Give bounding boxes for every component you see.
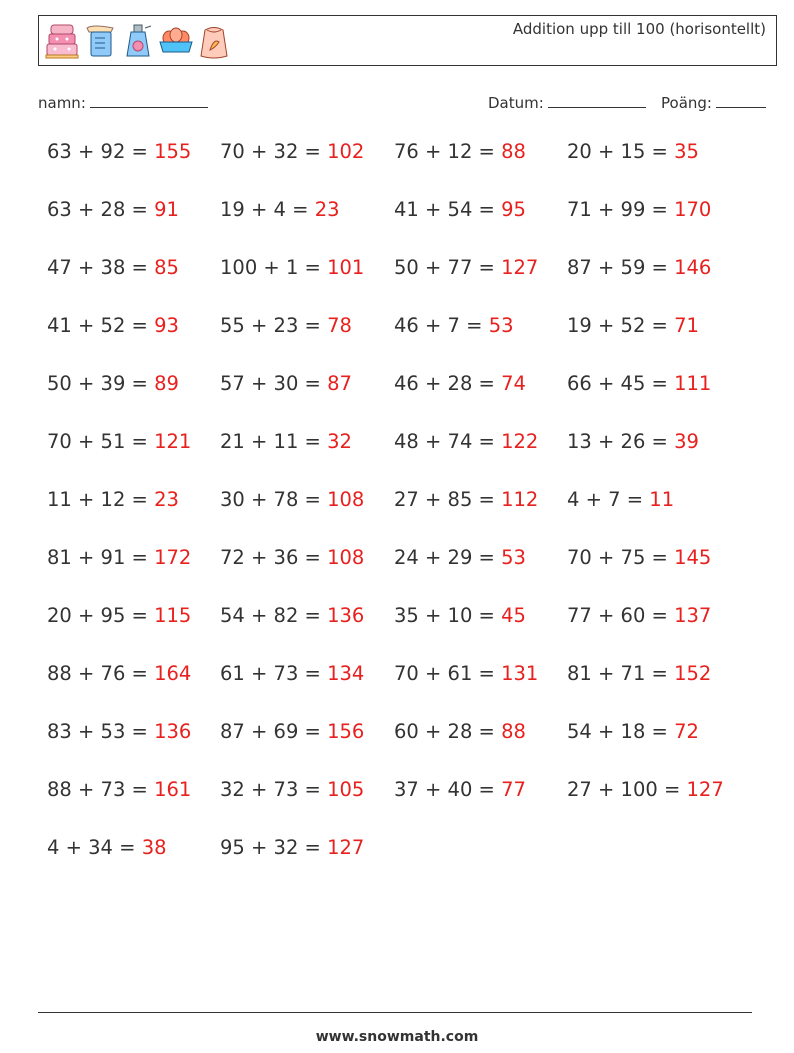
problem-expression: 37 + 40 = <box>394 778 502 801</box>
problem-answer: 89 <box>154 372 179 395</box>
problem-expression: 63 + 92 = <box>47 140 155 163</box>
problem-cell <box>394 256 538 279</box>
problem-expression: 48 + 74 = <box>394 430 502 453</box>
problem-answer: 88 <box>501 140 526 163</box>
name-label: namn: <box>38 94 86 112</box>
problem-expression: 70 + 61 = <box>394 662 502 685</box>
problem-cell <box>47 720 191 743</box>
problem-answer: 137 <box>674 604 712 627</box>
problem-answer: 136 <box>327 604 365 627</box>
problem-cell <box>220 546 364 569</box>
problem-cell <box>567 372 711 395</box>
problem-expression: 46 + 7 = <box>394 314 489 337</box>
problem-answer: 170 <box>674 198 712 221</box>
problem-answer: 161 <box>154 778 192 801</box>
problem-answer: 23 <box>154 488 179 511</box>
problem-cell <box>567 198 711 221</box>
problem-cell <box>394 662 538 685</box>
problem-answer: 102 <box>327 140 365 163</box>
problem-answer: 145 <box>674 546 712 569</box>
problem-answer: 38 <box>141 836 167 859</box>
problem-expression: 54 + 82 = <box>220 604 328 627</box>
problem-expression: 83 + 53 = <box>47 720 155 743</box>
problem-expression: 77 + 60 = <box>567 604 675 627</box>
footer-url[interactable]: www.snowmath.com <box>315 1029 479 1045</box>
problem-cell <box>394 488 538 511</box>
problem-answer: 156 <box>327 720 365 743</box>
problem-expression: 24 + 29 = <box>394 546 502 569</box>
date-blank[interactable] <box>548 93 646 108</box>
problem-cell <box>220 256 364 279</box>
problem-expression: 76 + 12 = <box>394 140 502 163</box>
problem-answer: 105 <box>327 778 365 801</box>
problem-expression: 35 + 10 = <box>394 604 502 627</box>
problem-cell <box>47 836 167 859</box>
problem-cell <box>220 140 364 163</box>
problem-answer: 74 <box>501 372 526 395</box>
problem-answer: 53 <box>501 546 526 569</box>
problem-cell <box>47 546 191 569</box>
problem-answer: 35 <box>674 140 699 163</box>
problem-cell <box>220 372 352 395</box>
problem-answer: 85 <box>154 256 179 279</box>
problem-cell <box>47 488 179 511</box>
problem-cell <box>220 198 340 221</box>
problem-answer: 146 <box>674 256 712 279</box>
problem-expression: 57 + 30 = <box>220 372 328 395</box>
problem-expression: 30 + 78 = <box>220 488 328 511</box>
problem-cell <box>567 430 699 453</box>
problem-cell <box>394 430 538 453</box>
problem-expression: 71 + 99 = <box>567 198 675 221</box>
problem-expression: 47 + 38 = <box>47 256 155 279</box>
problem-answer: 121 <box>154 430 192 453</box>
problem-expression: 27 + 100 = <box>567 778 687 801</box>
problem-expression: 81 + 71 = <box>567 662 675 685</box>
problem-expression: 46 + 28 = <box>394 372 502 395</box>
problem-answer: 127 <box>686 778 724 801</box>
problem-answer: 95 <box>501 198 526 221</box>
problem-cell <box>47 430 191 453</box>
problem-cell <box>567 604 711 627</box>
problem-answer: 108 <box>327 546 365 569</box>
perfume-bottle-icon <box>121 22 155 60</box>
problem-cell <box>47 256 179 279</box>
date-field[interactable] <box>488 93 646 112</box>
problem-expression: 95 + 32 = <box>220 836 328 859</box>
problem-expression: 72 + 36 = <box>220 546 328 569</box>
problem-expression: 87 + 69 = <box>220 720 328 743</box>
problem-answer: 136 <box>154 720 192 743</box>
problem-cell <box>394 140 526 163</box>
problem-cell <box>47 662 191 685</box>
problem-cell <box>567 488 674 511</box>
problem-cell <box>47 314 179 337</box>
header-icons <box>45 22 231 60</box>
problem-cell <box>220 836 364 859</box>
problem-answer: 127 <box>327 836 365 859</box>
problem-expression: 87 + 59 = <box>567 256 675 279</box>
problem-expression: 88 + 73 = <box>47 778 155 801</box>
problem-answer: 88 <box>501 720 526 743</box>
problem-expression: 27 + 85 = <box>394 488 502 511</box>
problem-answer: 134 <box>327 662 365 685</box>
problem-answer: 11 <box>649 488 675 511</box>
problem-cell <box>394 546 526 569</box>
problem-cell <box>394 604 526 627</box>
problem-cell <box>567 720 699 743</box>
problem-expression: 54 + 18 = <box>567 720 675 743</box>
problem-answer: 87 <box>327 372 352 395</box>
score-blank[interactable] <box>716 93 766 108</box>
problem-cell <box>394 372 526 395</box>
problem-cell <box>220 430 352 453</box>
problem-expression: 50 + 39 = <box>47 372 155 395</box>
problem-cell <box>47 372 179 395</box>
problem-answer: 101 <box>327 256 365 279</box>
problem-answer: 39 <box>674 430 699 453</box>
problem-answer: 115 <box>154 604 192 627</box>
problem-expression: 70 + 32 = <box>220 140 328 163</box>
problem-expression: 50 + 77 = <box>394 256 502 279</box>
worksheet-header <box>38 15 777 66</box>
problem-cell <box>220 720 364 743</box>
problem-expression: 41 + 54 = <box>394 198 502 221</box>
problem-expression: 4 + 7 = <box>567 488 650 511</box>
problem-answer: 32 <box>327 430 352 453</box>
problem-cell <box>567 546 711 569</box>
problem-expression: 70 + 51 = <box>47 430 155 453</box>
problem-expression: 100 + 1 = <box>220 256 328 279</box>
problem-answer: 122 <box>501 430 539 453</box>
problem-answer: 164 <box>154 662 192 685</box>
problem-expression: 41 + 52 = <box>47 314 155 337</box>
problem-answer: 72 <box>674 720 699 743</box>
problem-expression: 60 + 28 = <box>394 720 502 743</box>
problem-expression: 13 + 26 = <box>567 430 675 453</box>
problem-cell <box>220 488 364 511</box>
problem-answer: 91 <box>154 198 179 221</box>
problem-expression: 19 + 52 = <box>567 314 675 337</box>
problem-answer: 155 <box>154 140 192 163</box>
problem-cell <box>47 604 191 627</box>
problem-cell <box>47 140 191 163</box>
date-label: Datum: <box>488 94 544 112</box>
problem-answer: 108 <box>327 488 365 511</box>
problem-answer: 53 <box>488 314 514 337</box>
problem-expression: 55 + 23 = <box>220 314 328 337</box>
problem-expression: 70 + 75 = <box>567 546 675 569</box>
problem-cell <box>394 720 526 743</box>
problem-answer: 93 <box>154 314 179 337</box>
problem-cell <box>220 604 364 627</box>
problem-answer: 45 <box>501 604 526 627</box>
problem-cell <box>220 662 364 685</box>
problem-answer: 172 <box>154 546 192 569</box>
problem-cell <box>47 778 191 801</box>
cake-icon <box>45 22 79 60</box>
flour-sack-icon <box>197 22 231 60</box>
problem-expression: 4 + 34 = <box>47 836 142 859</box>
problem-expression: 81 + 91 = <box>47 546 155 569</box>
problem-expression: 20 + 95 = <box>47 604 155 627</box>
problem-cell <box>394 198 526 221</box>
problem-expression: 61 + 73 = <box>220 662 328 685</box>
problem-expression: 20 + 15 = <box>567 140 675 163</box>
problem-cell <box>220 314 352 337</box>
score-field[interactable] <box>661 93 766 112</box>
name-blank[interactable] <box>90 93 208 108</box>
problem-expression: 88 + 76 = <box>47 662 155 685</box>
worksheet-title: Addition upp till 100 (horisontellt) <box>512 20 766 38</box>
problem-cell <box>567 778 724 801</box>
problem-answer: 78 <box>327 314 352 337</box>
problem-answer: 112 <box>501 488 539 511</box>
problem-cell <box>394 778 526 801</box>
problem-cell <box>567 314 699 337</box>
problem-answer: 131 <box>501 662 539 685</box>
problem-expression: 21 + 11 = <box>220 430 328 453</box>
problem-answer: 77 <box>501 778 526 801</box>
score-label: Poäng: <box>661 94 712 112</box>
name-field[interactable] <box>38 93 208 112</box>
problem-expression: 19 + 4 = <box>220 198 315 221</box>
problem-cell <box>567 256 711 279</box>
problem-cell <box>47 198 179 221</box>
footer-divider <box>38 1012 752 1013</box>
problem-expression: 32 + 73 = <box>220 778 328 801</box>
eggs-carton-icon <box>159 22 193 60</box>
problem-cell <box>567 662 711 685</box>
problem-cell <box>220 778 364 801</box>
problem-expression: 66 + 45 = <box>567 372 675 395</box>
problem-answer: 152 <box>674 662 712 685</box>
problem-answer: 23 <box>314 198 340 221</box>
measuring-jug-icon <box>83 22 117 60</box>
problem-cell <box>394 314 514 337</box>
problem-expression: 63 + 28 = <box>47 198 155 221</box>
problem-expression: 11 + 12 = <box>47 488 155 511</box>
problem-answer: 127 <box>501 256 539 279</box>
problem-answer: 71 <box>674 314 699 337</box>
problem-answer: 111 <box>674 372 712 395</box>
problem-cell <box>567 140 699 163</box>
